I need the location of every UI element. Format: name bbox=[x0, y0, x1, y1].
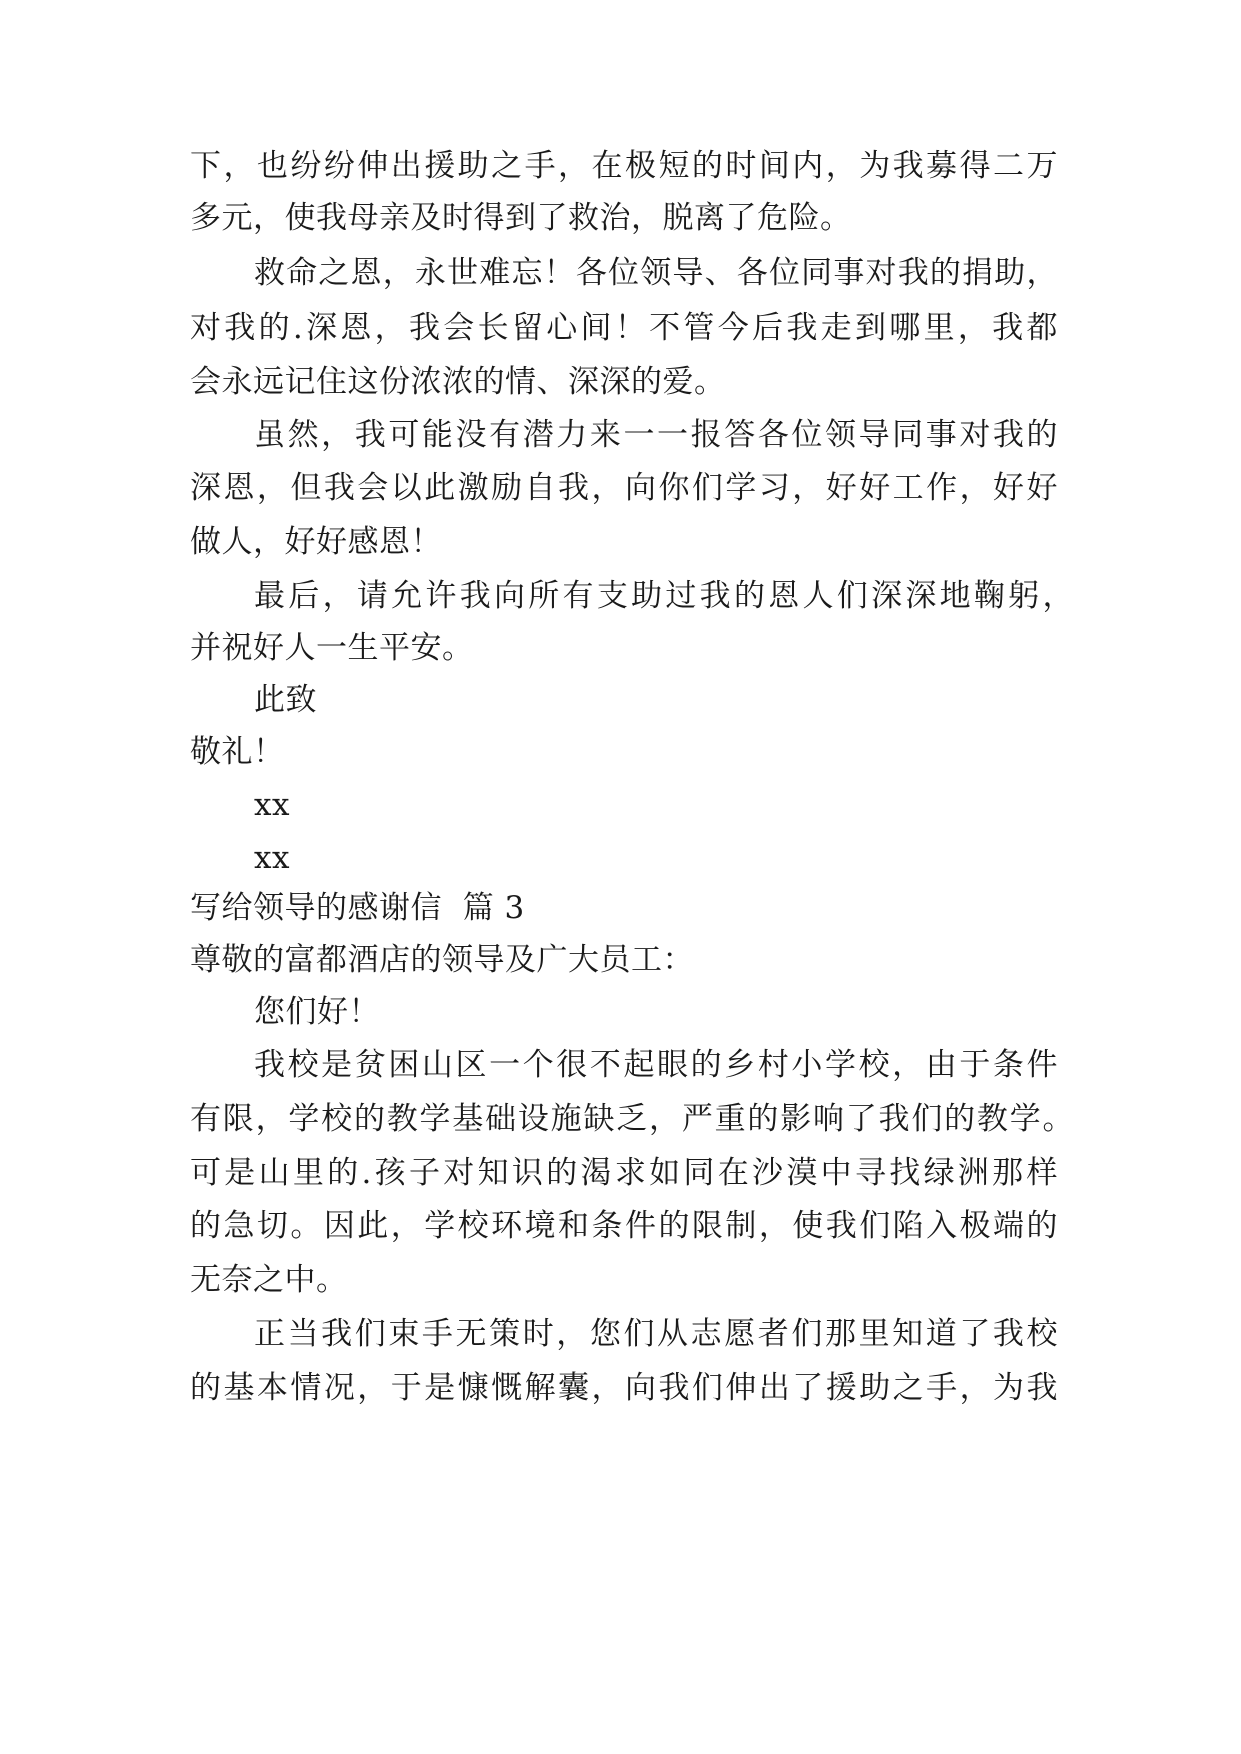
text-line: 会永远记住这份浓浓的情、深深的爱。 bbox=[190, 364, 726, 400]
text-line: 做人，好好感恩！ bbox=[190, 524, 442, 560]
text-line: 深恩，但我会以此激励自我，向你们学习，好好工作，好好 bbox=[190, 470, 1058, 506]
text-line: 多元，使我母亲及时得到了救治，脱离了危险。 bbox=[190, 200, 852, 236]
text-line: 正当我们束手无策时，您们从志愿者们那里知道了我校 bbox=[254, 1316, 1058, 1352]
text-line: 下，也纷纷伸出援助之手，在极短的时间内，为我募得二万 bbox=[190, 148, 1058, 184]
salute-text: 敬礼！ bbox=[190, 734, 285, 770]
text-line: 的基本情况，于是慷慨解囊，向我们伸出了援助之手，为我 bbox=[190, 1370, 1058, 1406]
signature-date: xx bbox=[254, 840, 290, 876]
closing-text: 此致 bbox=[254, 682, 317, 718]
text-line: 最后，请允许我向所有支助过我的恩人们深深地鞠躬， bbox=[254, 578, 1074, 614]
recipient-line: 尊敬的富都酒店的领导及广大员工： bbox=[190, 942, 694, 978]
signature-name: xx bbox=[254, 787, 290, 823]
section-title: 写给领导的感谢信 篇 3 bbox=[190, 890, 525, 926]
text-line: 我校是贫困山区一个很不起眼的乡村小学校，由于条件 bbox=[254, 1047, 1058, 1083]
text-line: 并祝好人一生平安。 bbox=[190, 630, 474, 666]
greeting-line: 您们好！ bbox=[254, 994, 380, 1030]
text-line: 对我的.深恩，我会长留心间！不管今后我走到哪里，我都 bbox=[190, 310, 1058, 346]
text-line: 的急切。因此，学校环境和条件的限制，使我们陷入极端的 bbox=[190, 1208, 1058, 1244]
text-line: 无奈之中。 bbox=[190, 1262, 348, 1298]
document-page bbox=[190, 0, 1074, 1754]
text-line: 可是山里的.孩子对知识的渴求如同在沙漠中寻找绿洲那样 bbox=[190, 1155, 1058, 1191]
text-line: 虽然，我可能没有潜力来一一报答各位领导同事对我的 bbox=[254, 417, 1058, 453]
text-line: 救命之恩，永世难忘！各位领导、各位同事对我的捐助， bbox=[254, 255, 1058, 291]
text-line: 有限，学校的教学基础设施缺乏，严重的影响了我们的教学。 bbox=[190, 1101, 1074, 1137]
